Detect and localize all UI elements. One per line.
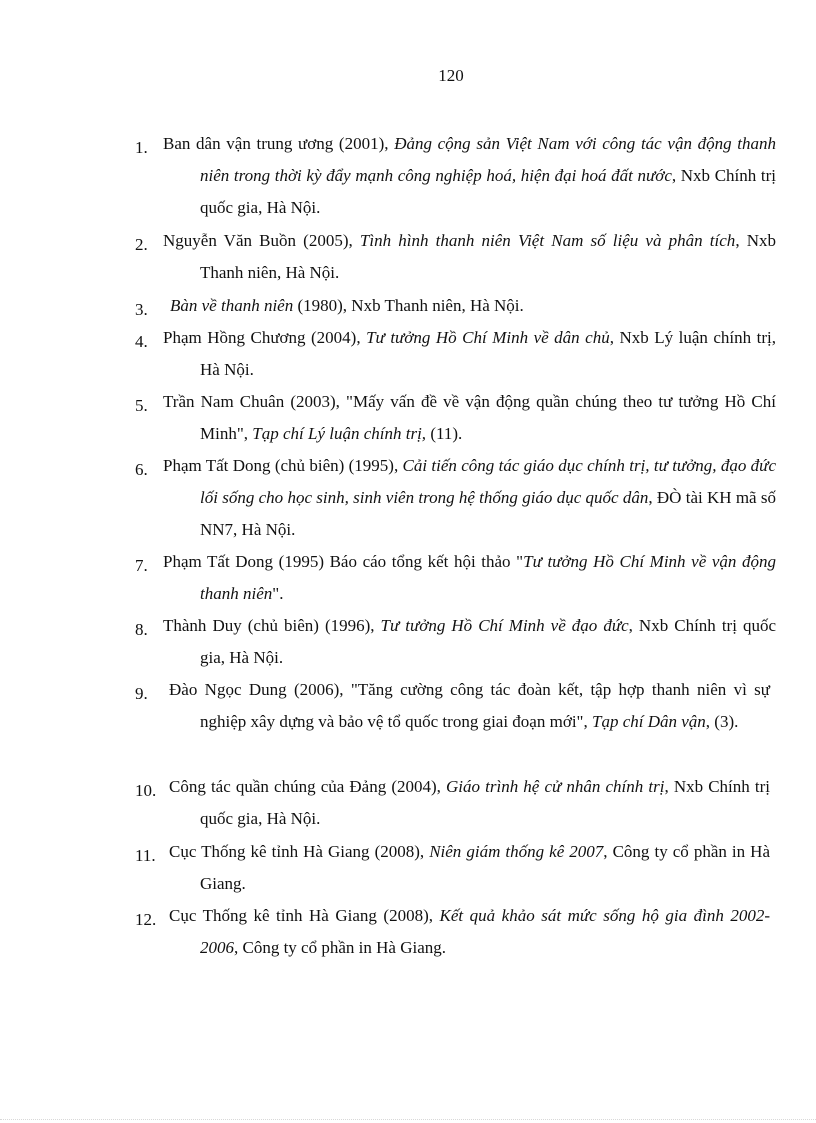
reference-text: Phạm Tất Dong (1995) Báo cáo tổng kết hội thảo "Tư tưởng Hồ Chí Minh về vận động thanh niên". bbox=[163, 552, 776, 603]
page-bottom-divider bbox=[0, 1119, 816, 1120]
reference-item bbox=[0, 546, 816, 610]
reference-number: 7. bbox=[135, 556, 148, 575]
reference-text: Phạm Hồng Chương (2004), Tư tưởng Hồ Chí Minh về dân chủ, Nxb Lý luận chính trị, Hà Nội. bbox=[163, 328, 776, 379]
reference-text: Nguyễn Văn Buồn (2005), Tình hình thanh niên Việt Nam số liệu và phân tích, Nxb Thanh niên, Hà Nội. bbox=[163, 231, 777, 282]
reference-item bbox=[0, 610, 816, 674]
reference-number: 4. bbox=[135, 332, 148, 351]
reference-text: Cục Thống kê tỉnh Hà Giang (2008), Kết quả khảo sát mức sống hộ gia đình 2002- 2006, Công ty cổ phần in Hà Giang. bbox=[169, 906, 770, 957]
reference-number: 11. bbox=[135, 846, 156, 865]
reference-number: 12. bbox=[135, 910, 157, 929]
reference-number: 5. bbox=[135, 396, 148, 415]
reference-number: 2. bbox=[135, 235, 148, 254]
reference-text: Thành Duy (chủ biên) (1996), Tư tưởng Hồ Chí Minh về đạo đức, Nxb Chính trị quốc gia, Hà Nội. bbox=[163, 616, 776, 667]
reference-number: 9. bbox=[135, 684, 148, 703]
reference-text: Cục Thống kê tỉnh Hà Giang (2008), Niên giám thống kê 2007, Công ty cổ phần in Hà Giang. bbox=[169, 842, 770, 893]
reference-item bbox=[0, 322, 816, 386]
reference-text: Đào Ngọc Dung (2006), "Tăng cường công tác đoàn kết, tập hợp thanh niên vì sự nghiệp xây dựng và bảo vệ tổ quốc trong giai đoạn mới", Tạp chí Dân vận, (3). bbox=[169, 680, 770, 731]
reference-item bbox=[0, 225, 816, 289]
reference-item bbox=[0, 900, 816, 964]
reference-text: Phạm Tất Dong (chủ biên) (1995), Cải tiến công tác giáo dục chính trị, tư tưởng, đạo đức lối sống cho học sinh, sinh viên trong hệ thống giáo dục quốc dân, ĐÒ tài KH mã số NN7, Hà Nội. bbox=[163, 456, 777, 539]
reference-item bbox=[0, 386, 816, 450]
reference-item bbox=[0, 771, 816, 835]
page-number: 120 bbox=[438, 66, 464, 85]
reference-number: 6. bbox=[135, 460, 148, 479]
reference-text: Trần Nam Chuân (2003), "Mấy vấn đề về vận động quần chúng theo tư tưởng Hồ Chí Minh", Tạp chí Lý luận chính trị, (11). bbox=[163, 392, 776, 443]
reference-item bbox=[0, 128, 816, 224]
reference-item bbox=[0, 836, 816, 900]
reference-number: 1. bbox=[135, 138, 148, 157]
reference-number: 10. bbox=[135, 781, 157, 800]
reference-item bbox=[0, 290, 816, 322]
reference-item bbox=[0, 450, 816, 546]
reference-text: Bàn về thanh niên (1980), Nxb Thanh niên, Hà Nội. bbox=[170, 296, 524, 315]
reference-number: 3. bbox=[135, 300, 148, 319]
reference-item bbox=[0, 674, 816, 738]
reference-text: Công tác quần chúng của Đảng (2004), Giáo trình hệ cử nhân chính trị, Nxb Chính trị quốc gia, Hà Nội. bbox=[169, 777, 770, 828]
reference-number: 8. bbox=[135, 620, 148, 639]
reference-text: Ban dân vận trung ương (2001), Đảng cộng sản Việt Nam với công tác vận động thanh niên trong thời kỳ đẩy mạnh công nghiệp hoá, hiện đại hoá đất nước, Nxb Chính trị quốc gia, Hà Nội. bbox=[163, 134, 777, 217]
